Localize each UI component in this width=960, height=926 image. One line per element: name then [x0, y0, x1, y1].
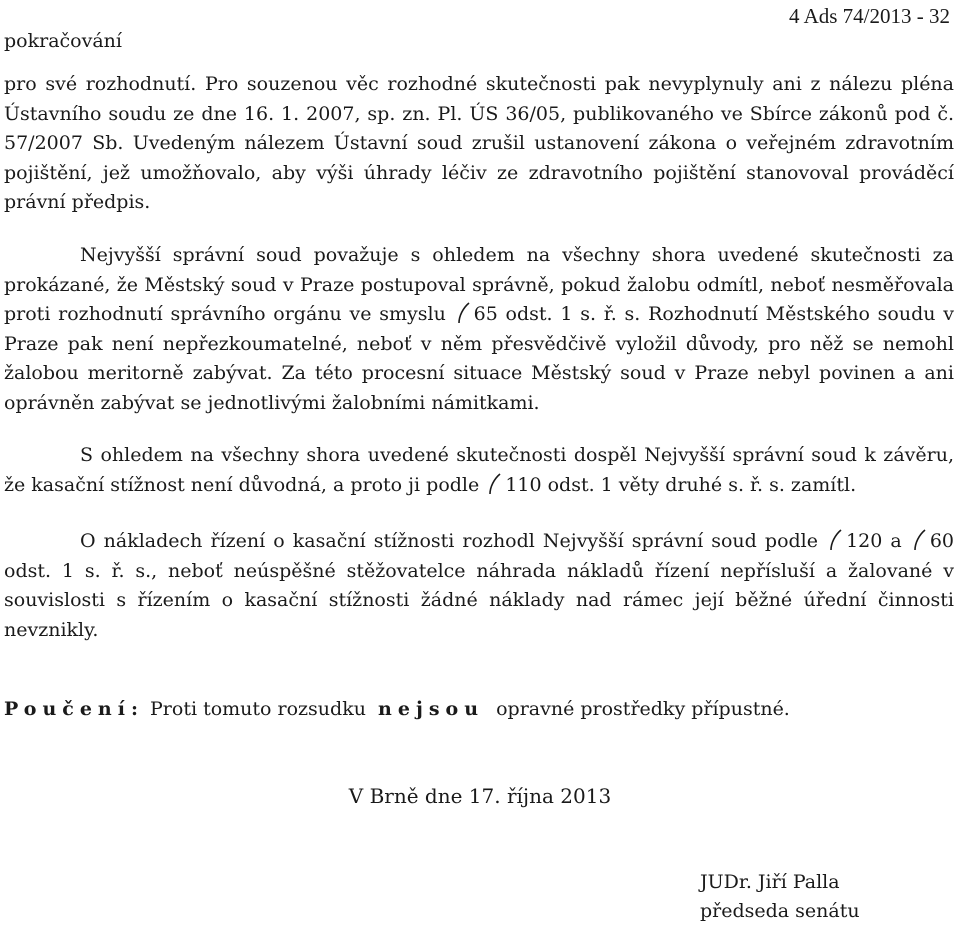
instruction-text-b: opravné prostředky přípustné. [496, 698, 790, 720]
paragraph-2-text-a: Nejvyšší správní soud považuje s ohledem na všechny shora uvedené skutečnosti za prokázané, že Městský soud v Praze postupoval správně, pokud žalobu odmítl, neboť nesměřovala proti rozhodnutí správního orgánu ve smyslu [4, 244, 954, 325]
paragraph-2-text-b: 65 odst. 1 s. ř. s. Rozhodnutí Městského soudu v Praze pak není nepřezkoumatelné, neboť v něm přesvědčivě vyložil důvody, pro něž se nemohl žalobou meritorně zabývat. Za této procesní situace Městský soud v Praze nebyl povinen a ani oprávněn zabývat se jednotlivými žalobními námitkami. [4, 303, 954, 414]
section-sign-icon [457, 302, 471, 324]
place-date: V Brně dne 17. října 2013 [348, 784, 612, 808]
paragraph-1: pro své rozhodnutí. Pro souzenou věc rozhodné skutečnosti pak nevyplynuly ani z nálezu pléna Ústavního soudu ze dne 16. 1. 2007, sp. zn. Pl. ÚS 36/05, publikovaného ve Sbírce zákonů pod č. 57/2007 Sb. Uvedeným nálezem Ústavní soud zrušil ustanovení zákona o veřejném zdravotním pojištění, jež umožňovalo, aby výši úhrady léčiv ze zdravotního pojištění stanovoval prováděcí právní předpis. [4, 73, 954, 213]
legal-instruction [4, 698, 790, 720]
paragraph-3 [4, 441, 954, 500]
instruction-emphasis: nejsou [378, 698, 485, 720]
instruction-text-a: Proti tomuto rozsudku [150, 698, 366, 720]
paragraph-4 [4, 527, 954, 645]
section-sign-icon [829, 529, 843, 551]
paragraph-4-text-b: 120 a [846, 530, 902, 552]
paragraph-4-text-c: 60 odst. 1 s. ř. s., neboť neúspěšné stěžovatelce náhrada nákladů řízení nepřísluší a žalované v souvislosti s řízením o kasační stížnosti žádné náklady nad rámec její běžné úřední činnosti nevznikly. [4, 530, 955, 641]
paragraph-2 [4, 241, 954, 418]
instruction-label: Poučení: [4, 698, 144, 720]
signatory-role: předseda senátu [700, 900, 860, 922]
section-sign-icon [913, 529, 927, 551]
signature-block [700, 868, 860, 926]
signatory-name: JUDr. Jiří Palla [700, 871, 840, 893]
paragraph-3-text-a: S ohledem na všechny shora uvedené skutečnosti dospěl Nejvyšší správní soud k závěru, že kasační stížnost není důvodná, a proto ji podle [4, 444, 954, 496]
paragraph-4-text-a: O nákladech řízení o kasační stížnosti rozhodl Nejvyšší správní soud podle [80, 530, 818, 552]
section-sign-icon [488, 473, 502, 495]
continuation-label: pokračování [4, 30, 122, 52]
paragraph-3-text-b: 110 odst. 1 věty druhé s. ř. s. zamítl. [505, 473, 857, 496]
case-number: 4 Ads 74/2013 - 32 [788, 4, 950, 28]
